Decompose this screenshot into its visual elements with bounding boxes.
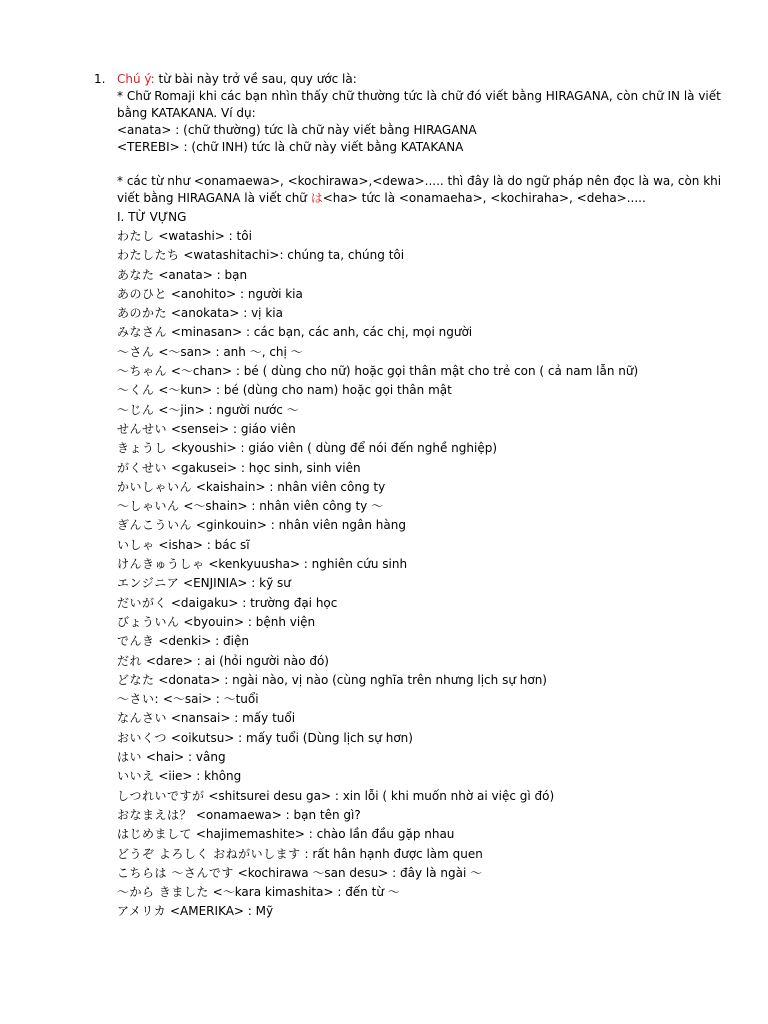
vocab-reading-meaning: <anokata> : vị kia	[167, 306, 283, 321]
note-line	[117, 71, 714, 88]
vocab-item	[117, 285, 737, 304]
vocab-japanese: ～さい:	[117, 692, 160, 707]
vocab-item	[117, 362, 737, 381]
vocab-item	[117, 246, 737, 265]
vocab-reading-meaning: <～kara kimashita> : đến từ ～	[208, 885, 400, 900]
vocab-item	[117, 806, 737, 825]
vocab-reading-meaning: <shitsurei desu ga> : xin lỗi ( khi muốn nhờ ai việc gì đó)	[204, 788, 555, 803]
vocab-japanese: どうぞ よろしく おねがいします	[117, 846, 301, 861]
vocab-item	[117, 864, 737, 883]
example-katakana: <TEREBI> : (chữ INH) tức là chữ này viết bằng KATAKANA	[117, 140, 464, 154]
vocab-reading-meaning: <～kun> : bé (dùng cho nam) hoặc gọi thân mật	[154, 383, 452, 398]
vocab-reading-meaning: <～sai> : ～tuổi	[159, 692, 259, 707]
vocab-japanese: エンジニア	[117, 576, 180, 591]
vocab-reading-meaning: <watashi> : tôi	[154, 229, 252, 243]
vocab-reading-meaning: <isha> : bác sĩ	[154, 537, 250, 552]
vocab-japanese: ぎんこういん	[117, 518, 193, 533]
vocab-item	[117, 323, 737, 342]
vocab-reading-meaning: <byouin> : bệnh viện	[179, 614, 316, 629]
example-hiragana: <anata> : (chữ thường) tức là chữ này viết bằng HIRAGANA	[117, 123, 477, 137]
vocab-item	[117, 825, 737, 844]
rule2-line2	[117, 190, 714, 207]
vocab-reading-meaning: <onamaewa> : bạn tên gì?	[192, 807, 361, 822]
intro-body	[117, 71, 722, 207]
vocab-reading-meaning: <dare> : ai (hỏi người nào đó)	[142, 653, 329, 668]
vocab-japanese: わたしたち	[117, 248, 180, 263]
vocab-japanese: こちらは ～さんです	[117, 865, 234, 880]
vocab-item	[117, 266, 737, 285]
vocab-reading-meaning: <～san> : anh ～, chị ～	[154, 344, 303, 359]
list-number: 1.	[94, 72, 106, 86]
vocab-item	[117, 574, 737, 593]
vocab-reading-meaning: <minasan> : các bạn, các anh, các chị, mọi người	[167, 325, 473, 340]
vocab-item	[117, 613, 737, 632]
vocab-reading-meaning: <kyoushi> : giáo viên ( dùng để nói đến nghề nghiệp)	[167, 441, 498, 456]
vocab-japanese: あのかた	[117, 306, 168, 321]
vocab-item	[117, 729, 737, 748]
vocabulary-section	[117, 208, 737, 922]
vocab-reading-meaning: <ENJINIA> : kỹ sư	[179, 576, 291, 591]
vocab-japanese: なんさい	[117, 711, 168, 726]
vocab-japanese: でんき	[117, 634, 155, 649]
rule2-text-after: <ha> tức là <onamaeha>, <kochiraha>, <deha>.....	[322, 191, 646, 205]
vocab-item	[117, 767, 737, 786]
rule2-line1: * các từ như <onamaewa>, <kochirawa>,<dewa>..... thì đây là do ngữ pháp nên đọc là wa, còn khi	[117, 174, 722, 188]
vocab-reading-meaning: <AMERIKA> : Mỹ	[166, 904, 274, 919]
vocab-reading-meaning: <gakusei> : học sinh, sinh viên	[167, 460, 361, 475]
vocab-item	[117, 536, 737, 555]
vocab-japanese: あのひと	[117, 286, 168, 301]
vocab-japanese: わたし	[117, 229, 155, 243]
vocab-japanese: おなまえは？	[117, 807, 193, 822]
vocab-reading-meaning: <watashitachi>: chúng ta, chúng tôi	[179, 248, 405, 263]
vocab-item	[117, 343, 737, 362]
vocab-japanese: しつれいですが	[117, 788, 205, 803]
vocab-japanese: せんせい	[117, 421, 168, 436]
vocab-reading-meaning: <anata> : bạn	[154, 267, 248, 282]
vocab-japanese: アメリカ	[117, 904, 167, 919]
vocab-japanese: どなた	[117, 672, 155, 687]
vocab-item	[117, 381, 737, 400]
vocab-reading-meaning: <anohito> : người kia	[167, 286, 303, 301]
vocab-reading-meaning: <sensei> : giáo viên	[167, 421, 296, 436]
vocab-japanese: いいえ	[117, 769, 155, 784]
vocab-reading-meaning: <～chan> : bé ( dùng cho nữ) hoặc gọi thân mật cho trẻ con ( cả nam lẫn nữ)	[167, 364, 639, 379]
vocab-japanese: みなさん	[117, 325, 168, 340]
vocab-item	[117, 401, 737, 420]
vocab-reading-meaning: <nansai> : mấy tuổi	[167, 711, 296, 726]
vocab-item	[117, 845, 737, 864]
vocab-reading-meaning: <kochirawa ～san desu> : đây là ngài ～	[233, 865, 483, 880]
vocab-reading-meaning: <ginkouin> : nhân viên ngân hàng	[192, 518, 406, 533]
vocab-reading-meaning: : rất hân hạnh được làm quen	[300, 846, 483, 861]
vocab-japanese: ～ちゃん	[117, 364, 168, 379]
vocab-item	[117, 787, 737, 806]
vocab-item	[117, 497, 737, 516]
vocab-item	[117, 632, 737, 651]
vocab-reading-meaning: <～jin> : người nước ～	[154, 402, 299, 417]
vocab-japanese: ～から きました	[117, 885, 209, 900]
vocab-reading-meaning: <kenkyuusha> : nghiên cứu sinh	[204, 557, 408, 572]
vocab-japanese: ～じん	[117, 402, 155, 417]
vocab-reading-meaning: <kaishain> : nhân viên công ty	[192, 479, 386, 494]
vocab-japanese: だいがく	[117, 595, 168, 610]
vocab-japanese: ～くん	[117, 383, 155, 398]
vocab-item	[117, 883, 737, 902]
vocab-japanese: だれ	[117, 653, 143, 668]
vocab-item	[117, 478, 737, 497]
vocab-japanese: ～さん	[117, 344, 155, 359]
note-label: Chú ý:	[117, 72, 155, 86]
vocab-japanese: おいくつ	[117, 730, 168, 745]
vocab-reading-meaning: <～shain> : nhân viên công ty ～	[179, 499, 384, 514]
vocab-item	[117, 227, 737, 246]
vocab-item	[117, 748, 737, 767]
vocab-heading: I. TỪ VỰNG	[117, 210, 187, 224]
vocab-japanese: けんきゅうしゃ	[117, 557, 205, 572]
vocab-reading-meaning: <donata> : ngài nào, vị nào (cùng nghĩa trên nhưng lịch sự hơn)	[154, 672, 547, 687]
rule2-text-before: viết bằng HIRAGANA là viết chữ	[117, 191, 311, 205]
intro-section	[94, 71, 722, 207]
vocab-japanese: はい	[117, 750, 143, 765]
vocab-japanese: びょういん	[117, 614, 180, 629]
vocab-reading-meaning: <denki> : điện	[154, 634, 249, 649]
spacer	[117, 156, 714, 173]
rule1-line1: * Chữ Romaji khi các bạn nhìn thấy chữ thường tức là chữ đó viết bằng HIRAGANA, còn chữ IN là viết	[117, 89, 721, 103]
vocab-japanese: きょうし	[117, 441, 168, 456]
vocab-item	[117, 902, 737, 921]
vocab-item	[117, 459, 737, 478]
vocab-japanese: がくせい	[117, 460, 168, 475]
vocab-reading-meaning: <iie> : không	[154, 769, 242, 784]
vocab-item	[117, 594, 737, 613]
vocab-item	[117, 439, 737, 458]
vocab-item	[117, 555, 737, 574]
vocab-reading-meaning: <daigaku> : trường đại học	[167, 595, 338, 610]
vocab-item	[117, 516, 737, 535]
vocab-item	[117, 709, 737, 728]
vocab-reading-meaning: <oikutsu> : mấy tuổi (Dùng lịch sự hơn)	[167, 730, 413, 745]
vocab-japanese: いしゃ	[117, 537, 155, 552]
vocab-item	[117, 671, 737, 690]
vocab-item	[117, 304, 737, 323]
vocab-japanese: はじめまして	[117, 827, 193, 842]
vocab-item	[117, 690, 737, 709]
note-text: từ bài này trở về sau, quy ước là:	[154, 72, 357, 86]
vocab-list	[117, 227, 737, 922]
rule1-line2: bằng KATAKANA. Ví dụ:	[117, 106, 256, 120]
vocab-item	[117, 652, 737, 671]
vocab-japanese: ～しゃいん	[117, 499, 180, 514]
vocab-japanese: あなた	[117, 267, 155, 282]
kana-ha: は	[310, 191, 323, 205]
vocab-item	[117, 420, 737, 439]
vocab-japanese: かいしゃいん	[117, 479, 193, 494]
vocab-reading-meaning: <hajimemashite> : chào lần đầu gặp nhau	[192, 827, 455, 842]
vocab-reading-meaning: <hai> : vâng	[142, 750, 226, 765]
